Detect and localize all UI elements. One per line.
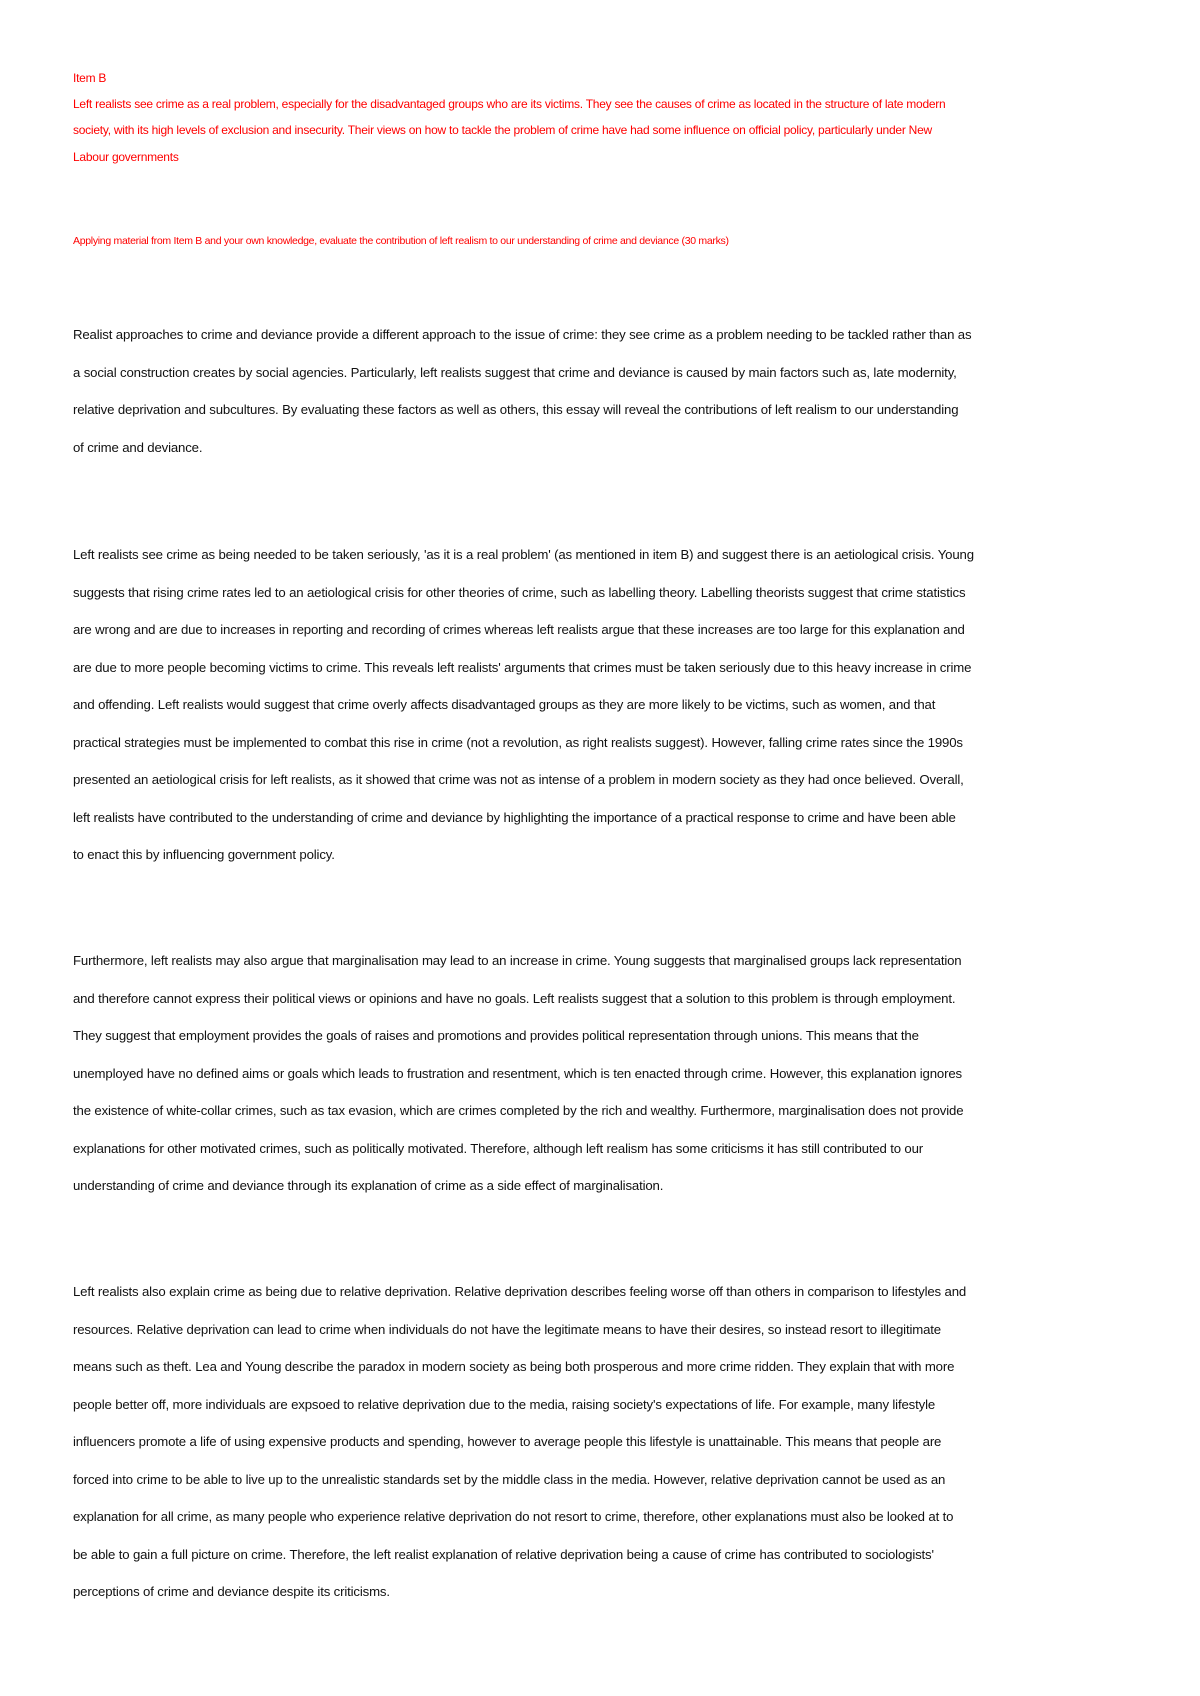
paragraph-line: forced into crime to be able to live up to the unrealistic standards set by the middle class in the media. However, relative deprivation cannot be used as an <box>73 1471 946 1487</box>
paragraph-line: Left realists see crime as being needed to be taken seriously, 'as it is a real problem' (as mentioned in item B) and suggest there is an aetiological crisis. Young <box>73 547 974 562</box>
paragraph-line: be able to gain a full picture on crime. Therefore, the left realist explanation of relative deprivation being a cause of crime has contributed to sociologists' <box>73 1546 934 1562</box>
paragraph-line: explanation for all crime, as many people who experience relative deprivation do not resort to crime, therefore, other explanations must also be looked at to <box>73 1509 954 1525</box>
paragraph-line: means such as theft. Lea and Young describe the paradox in modern society as being both prosperous and more crime ridden. They explain that with more <box>73 1359 955 1375</box>
paragraph-line: and offending. Left realists would suggest that crime overly affects disadvantaged groups as they are more likely to be victims, such as women, and that <box>73 697 936 713</box>
item-b-line: Labour governments <box>73 149 179 164</box>
paragraph-line: influencers promote a life of using expensive products and spending, however to average people this lifestyle is unattainable. This means that people are <box>73 1434 942 1450</box>
item-b-line: Left realists see crime as a real problem, especially for the disadvantaged groups who are its victims. They see the causes of crime as located in the structure of late modern <box>73 97 946 111</box>
paragraph-line: are wrong and are due to increases in reporting and recording of crimes whereas left realists argue that these increases are too large for this explanation and <box>73 622 965 638</box>
item-b-line: society, with its high levels of exclusion and insecurity. Their views on how to tackle the problem of crime have had some influence on official policy, particularly under New <box>73 123 932 138</box>
paragraph-line: They suggest that employment provides the goals of raises and promotions and provides political representation through unions. This means that the <box>73 1028 919 1044</box>
paragraph-line: are due to more people becoming victims to crime. This reveals left realists' arguments that crimes must be taken seriously due to this heavy increase in crime <box>73 659 972 675</box>
paragraph-line: Left realists also explain crime as being due to relative deprivation. Relative deprivation describes feeling worse off than others in comparison to lifestyles and <box>73 1284 967 1299</box>
paragraph-line: relative deprivation and subcultures. By evaluating these factors as well as others, this essay will reveal the contributions of left realism to our understanding <box>73 402 959 418</box>
paragraph-line: and therefore cannot express their political views or opinions and have no goals. Left realists suggest that a solution to this problem is through employment. <box>73 990 956 1006</box>
paragraph-line: Furthermore, left realists may also argue that marginalisation may lead to an increase in crime. Young suggests that marginalised groups lack representation <box>73 953 962 968</box>
paragraph-line: suggests that rising crime rates led to an aetiological crisis for other theories of crime, such as labelling theory. Labelling theorists suggest that crime statistics <box>73 584 966 600</box>
paragraph-line: presented an aetiological crisis for left realists, as it showed that crime was not as intense of a problem in modern society as they had once believed. Overall, <box>73 772 964 788</box>
paragraph-line: Realist approaches to crime and deviance provide a different approach to the issue of crime: they see crime as a problem needing to be tackled rather than as <box>73 327 972 342</box>
paragraph-line: to enact this by influencing government policy. <box>73 847 335 863</box>
paragraph-line: people better off, more individuals are expsoed to relative deprivation due to the media, raising society's expectations of life. For example, many lifestyle <box>73 1396 936 1412</box>
paragraph-line: left realists have contributed to the understanding of crime and deviance by highlighting the importance of a practical response to crime and have been able <box>73 809 956 825</box>
paragraph-line: understanding of crime and deviance through its explanation of crime as a side effect of marginalisation. <box>73 1178 664 1194</box>
paragraph-line: practical strategies must be implemented to combat this rise in crime (not a revolution, as right realists suggest). However, falling crime rates since the 1990s <box>73 734 963 750</box>
paragraph-line: the existence of white-collar crimes, such as tax evasion, which are crimes completed by the rich and wealthy. Furthermore, marginalisation does not provide <box>73 1103 964 1119</box>
paragraph-line: resources. Relative deprivation can lead to crime when individuals do not have the legitimate means to have their desires, so instead resort to illegitimate <box>73 1321 941 1337</box>
paragraph-line: a social construction creates by social agencies. Particularly, left realists suggest that crime and deviance is caused by main factors such as, late modernity, <box>73 364 957 380</box>
item-title: Item B <box>73 71 107 85</box>
paragraph-line: perceptions of crime and deviance despite its criticisms. <box>73 1584 390 1600</box>
essay-question: Applying material from Item B and your own knowledge, evaluate the contribution of left realism to our understanding of crime and deviance (30 marks) <box>73 235 729 247</box>
paragraph-line: explanations for other motivated crimes, such as politically motivated. Therefore, although left realism has some criticisms it has still contributed to our <box>73 1140 924 1156</box>
paragraph-line: of crime and deviance. <box>73 439 203 455</box>
paragraph-line: unemployed have no defined aims or goals which leads to frustration and resentment, which is ten enacted through crime. However, this explanation ignores <box>73 1065 962 1081</box>
